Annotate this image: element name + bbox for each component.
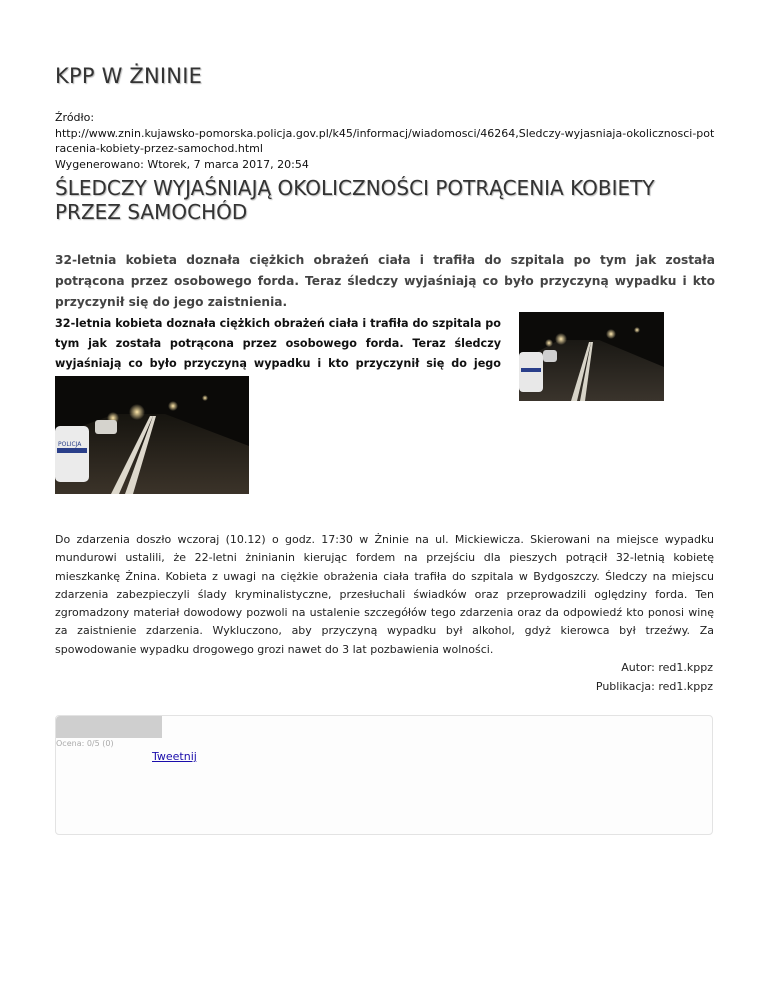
article-title: ŚLEDCZY WYJAŚNIAJĄ OKOLICZNOŚCI POTRĄCENIA KOBIETY PRZEZ SAMOCHÓD <box>55 176 655 224</box>
rating-box <box>55 715 713 835</box>
source-url: http://www.znin.kujawsko-pomorska.policja.gov.pl/k45/informacj/wiadomosci/46264,Sledczy-wyjasniaja-okolicznosci-potracenia-kobiety-przez-samochod.html <box>55 126 715 155</box>
tweet-link[interactable]: Tweetnij <box>152 750 197 763</box>
site-title: KPP W ŻNINIE <box>55 64 203 88</box>
accident-photo-right <box>519 312 664 401</box>
rating-stars-bar[interactable] <box>56 716 162 738</box>
publication: Publikacja: red1.kppz <box>595 680 713 693</box>
rating-text: Ocena: 0/5 (0) <box>56 739 114 748</box>
source-meta <box>55 110 715 172</box>
source-label: Źródło: <box>55 111 95 124</box>
author-block <box>596 658 713 696</box>
article-lead-repeat: 32-letnia kobieta doznała ciężkich obrażeń ciała i trafiła do szpitala po tym jak została potrącona przez osobowego forda. Teraz śledczy wyjaśniają co było przyczyną wypadku i kto przyczynił się do jego <box>55 317 501 370</box>
generated-date: Wygenerowano: Wtorek, 7 marca 2017, 20:54 <box>55 157 309 171</box>
accident-photo-left <box>55 376 249 494</box>
photo-car-label: POLICJA <box>58 441 82 448</box>
author: Autor: red1.kppz <box>621 661 713 674</box>
article-lead: 32-letnia kobieta doznała ciężkich obrażeń ciała i trafiła do szpitala po tym jak została potrącona przez osobowego forda. Teraz śledczy wyjaśniają co było przyczyną wypadku i kto przyczynił się do jego zaistnienia. <box>55 253 715 309</box>
article-body: Do zdarzenia doszło wczoraj (10.12) o godz. 17:30 w Żninie na ul. Mickiewicza. Skierowani na miejsce wypadku mundurowi ustalili, że 22-letni żninianin kierując fordem na przejściu dla pieszych potrącił 32-letnią kobietę mieszkankę Żnina. Kobieta z uwagi na ciężkie obrażenia ciała trafiła do szpitala w Bydgoszczy. Śledczy na miejscu zdarzenia zabezpieczyli ślady kryminalistyczne, przesłuchali świadków oraz przeprowadzili oględziny forda. Ten zgromadzony materiał dowodowy pozwoli na ustalenie szczegółów tego zdarzenia oraz da odpowiedź kto ponosi winę za zaistnienie zdarzenia. Wykluczono, aby przyczyną wypadku był alkohol, gdyż kierowca był trzeźwy. Za spowodowanie wypadku drogowego grozi nawet do 3 lat pozbawienia wolności. <box>55 533 714 656</box>
